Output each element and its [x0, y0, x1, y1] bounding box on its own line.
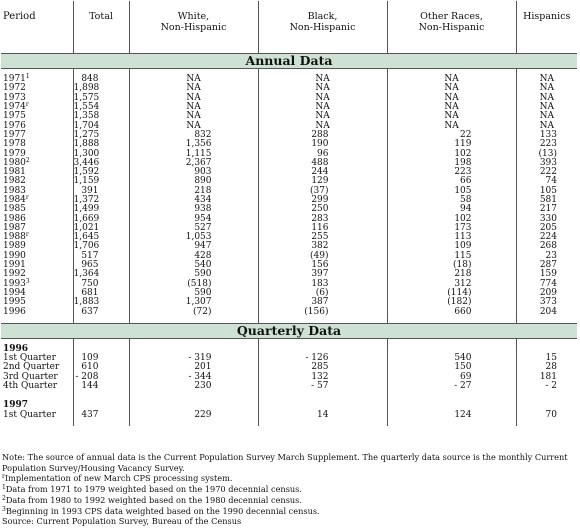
total-cell: 1,499 — [73, 205, 129, 214]
period-label: 1987 — [3, 222, 26, 233]
black-cell: 250 — [258, 205, 387, 214]
total-cell: 1,706 — [73, 242, 129, 251]
table-row — [1, 411, 577, 420]
black-cell: - 57 — [258, 382, 387, 391]
white-cell: 1,115 — [129, 149, 258, 158]
black-cell: NA — [258, 112, 387, 121]
period-label: 1976 — [3, 120, 26, 131]
total-cell: 965 — [73, 261, 129, 270]
hispanic-cell: 224 — [516, 233, 577, 242]
white-cell: 1,307 — [129, 298, 258, 307]
white-cell: 230 — [129, 382, 258, 391]
header-total: Total — [73, 1, 129, 54]
white-cell: 2,367 — [129, 159, 258, 168]
table-row — [1, 307, 577, 316]
footnote-1 — [2, 484, 578, 495]
black-cell: 255 — [258, 233, 387, 242]
spacer-row — [1, 391, 577, 401]
table-body — [1, 54, 577, 426]
period-label: 1979 — [3, 148, 26, 159]
section-title-annual: Annual Data — [1, 54, 577, 69]
footnote-text: Beginning in 1993 CPS data weighted based on the 1990 decennial census. — [5, 505, 320, 516]
hispanic-cell: 330 — [516, 214, 577, 223]
hispanic-cell: 774 — [516, 280, 577, 289]
black-cell: 14 — [258, 411, 387, 420]
black-cell: - 126 — [258, 354, 387, 363]
black-cell: 156 — [258, 261, 387, 270]
footnote-mark: 2 — [2, 494, 6, 502]
other-cell: NA — [387, 121, 516, 130]
period-label: 1983 — [3, 185, 26, 196]
hispanic-cell: 70 — [516, 411, 577, 420]
other-cell: 124 — [387, 411, 516, 420]
header-white — [129, 1, 258, 54]
header-black — [258, 1, 387, 54]
footnote-3 — [2, 506, 578, 517]
black-cell: 288 — [258, 131, 387, 140]
hispanic-cell: 217 — [516, 205, 577, 214]
black-cell: NA — [258, 121, 387, 130]
white-cell: NA — [129, 103, 258, 112]
other-cell: 173 — [387, 224, 516, 233]
white-cell: NA — [129, 112, 258, 121]
total-cell: - 208 — [73, 373, 129, 382]
footnote-mark: 1 — [2, 484, 6, 492]
header-period: Period — [3, 11, 36, 22]
hispanic-cell: NA — [516, 121, 577, 130]
black-cell: 387 — [258, 298, 387, 307]
white-cell: 540 — [129, 261, 258, 270]
other-cell: NA — [387, 84, 516, 93]
black-cell: 397 — [258, 270, 387, 279]
spacer-row — [1, 420, 577, 426]
total-cell: 750 — [73, 280, 129, 289]
period-cell — [1, 307, 73, 316]
period-label: 1992 — [3, 269, 26, 280]
hispanic-cell: 222 — [516, 168, 577, 177]
white-cell: 590 — [129, 289, 258, 298]
hispanic-cell: NA — [516, 94, 577, 103]
black-cell: 283 — [258, 214, 387, 223]
other-cell: 102 — [387, 149, 516, 158]
hispanic-cell: 74 — [516, 177, 577, 186]
period-label: 1st Quarter — [3, 353, 56, 364]
other-cell: 312 — [387, 280, 516, 289]
hispanic-cell: 581 — [516, 196, 577, 205]
section-band-annual — [1, 54, 577, 69]
total-cell: 1,358 — [73, 112, 129, 121]
total-cell: 3,446 — [73, 159, 129, 168]
white-cell: NA — [129, 94, 258, 103]
year-label: 1997 — [3, 400, 29, 411]
other-cell: 109 — [387, 242, 516, 251]
total-cell: 1,021 — [73, 224, 129, 233]
white-cell: 947 — [129, 242, 258, 251]
period-label: 1993 — [3, 278, 26, 289]
period-cell — [1, 411, 73, 420]
other-cell: 66 — [387, 177, 516, 186]
hispanic-cell: 28 — [516, 363, 577, 372]
footnote-mark: 3 — [2, 505, 6, 513]
black-cell: 488 — [258, 159, 387, 168]
footnote-mark: 2 — [25, 156, 30, 164]
white-cell: 590 — [129, 270, 258, 279]
total-cell: 437 — [73, 411, 129, 420]
footnote-mark: r — [25, 194, 29, 201]
hispanic-cell: 393 — [516, 159, 577, 168]
header-other-text: Other Races, Non-Hispanic — [418, 11, 485, 33]
hispanic-cell: 181 — [516, 373, 577, 382]
footnote-text: Data from 1971 to 1979 weighted based on the 1970 decennial census. — [5, 484, 302, 495]
white-cell: NA — [129, 75, 258, 84]
white-cell: 1,053 — [129, 233, 258, 242]
black-cell: (49) — [258, 252, 387, 261]
hispanic-cell: 209 — [516, 289, 577, 298]
white-cell: 1,356 — [129, 140, 258, 149]
total-cell: 1,300 — [73, 149, 129, 158]
household-growth-table — [1, 1, 577, 426]
other-cell: 94 — [387, 205, 516, 214]
period-label: 1988 — [3, 232, 26, 243]
footnote-text: Data from 1980 to 1992 weighted based on the 1980 decennial census. — [5, 494, 302, 505]
black-cell: 116 — [258, 224, 387, 233]
black-cell: NA — [258, 103, 387, 112]
hispanic-cell: 205 — [516, 224, 577, 233]
hispanic-cell: NA — [516, 84, 577, 93]
period-label: 1972 — [3, 83, 26, 94]
hispanic-cell: 105 — [516, 187, 577, 196]
hispanic-cell: NA — [516, 103, 577, 112]
period-label: 1981 — [3, 167, 26, 178]
white-cell: 903 — [129, 168, 258, 177]
white-cell: 527 — [129, 224, 258, 233]
hispanic-cell: 223 — [516, 140, 577, 149]
period-label: 1973 — [3, 92, 26, 103]
white-cell: 890 — [129, 177, 258, 186]
other-cell: 113 — [387, 233, 516, 242]
total-cell: 681 — [73, 289, 129, 298]
other-cell: 102 — [387, 214, 516, 223]
total-cell: 1,888 — [73, 140, 129, 149]
period-label: 3rd Quarter — [3, 371, 58, 382]
black-cell: 129 — [258, 177, 387, 186]
white-cell: 201 — [129, 363, 258, 372]
total-cell: 1,645 — [73, 233, 129, 242]
other-cell: - 27 — [387, 382, 516, 391]
hispanic-cell: 23 — [516, 252, 577, 261]
section-title-quarterly: Quarterly Data — [1, 323, 577, 338]
period-label: 1985 — [3, 204, 26, 215]
other-cell: 58 — [387, 196, 516, 205]
white-cell: 434 — [129, 196, 258, 205]
total-cell: 109 — [73, 354, 129, 363]
footnote-mark: r — [25, 231, 29, 239]
header-row — [1, 1, 577, 54]
other-cell: 115 — [387, 252, 516, 261]
total-cell: 1,592 — [73, 168, 129, 177]
other-cell: (182) — [387, 298, 516, 307]
other-cell: NA — [387, 103, 516, 112]
other-cell: 105 — [387, 187, 516, 196]
white-cell: 832 — [129, 131, 258, 140]
section-band-quarterly — [1, 323, 577, 338]
total-cell: 637 — [73, 307, 129, 316]
total-cell: 1,883 — [73, 298, 129, 307]
period-label: 2nd Quarter — [3, 362, 60, 373]
white-cell: NA — [129, 84, 258, 93]
other-cell: (114) — [387, 289, 516, 298]
black-cell: 244 — [258, 168, 387, 177]
hispanic-cell: 204 — [516, 307, 577, 316]
hispanic-cell: 133 — [516, 131, 577, 140]
footnote-mark: r — [25, 101, 29, 109]
period-label: 1978 — [3, 139, 26, 150]
period-label: 1995 — [3, 297, 26, 308]
other-cell: 69 — [387, 373, 516, 382]
black-cell: 183 — [258, 280, 387, 289]
other-cell: 223 — [387, 168, 516, 177]
period-label: 1971 — [3, 74, 26, 85]
other-cell: NA — [387, 112, 516, 121]
white-cell: 218 — [129, 187, 258, 196]
header-other — [387, 1, 516, 54]
total-cell: 848 — [73, 75, 129, 84]
total-cell: 144 — [73, 382, 129, 391]
period-label: 1991 — [3, 260, 26, 271]
other-cell: (18) — [387, 261, 516, 270]
period-label: 1994 — [3, 287, 26, 298]
total-cell: 1,898 — [73, 84, 129, 93]
total-cell: 1,364 — [73, 270, 129, 279]
white-cell: 938 — [129, 205, 258, 214]
year-label: 1996 — [3, 343, 29, 354]
total-cell: 1,275 — [73, 131, 129, 140]
black-cell: NA — [258, 94, 387, 103]
black-cell: (156) — [258, 307, 387, 316]
period-label: 1975 — [3, 111, 26, 122]
other-cell: 540 — [387, 354, 516, 363]
total-cell: 610 — [73, 363, 129, 372]
other-cell: NA — [387, 75, 516, 84]
header-hispanic: Hispanics — [516, 1, 577, 54]
table-row — [1, 140, 577, 149]
hispanic-cell: NA — [516, 75, 577, 84]
hispanic-cell: 268 — [516, 242, 577, 251]
total-cell: 1,372 — [73, 196, 129, 205]
white-cell: 954 — [129, 214, 258, 223]
black-cell: 299 — [258, 196, 387, 205]
period-label: 4th Quarter — [3, 381, 58, 392]
period-label: 1980 — [3, 157, 26, 168]
total-cell: 1,669 — [73, 214, 129, 223]
black-cell: 132 — [258, 373, 387, 382]
header-black-text: Black, Non-Hispanic — [289, 11, 356, 33]
hispanic-cell: NA — [516, 112, 577, 121]
footnote-mark: r — [2, 473, 5, 481]
period-label: 1982 — [3, 176, 26, 187]
black-cell: NA — [258, 84, 387, 93]
total-cell: 391 — [73, 187, 129, 196]
total-cell: 1,704 — [73, 121, 129, 130]
period-label: 1996 — [3, 306, 26, 317]
hispanic-cell: 159 — [516, 270, 577, 279]
source-line: Source: Current Population Survey, Bureau of the Census — [2, 516, 242, 527]
black-cell: 382 — [258, 242, 387, 251]
total-cell: 517 — [73, 252, 129, 261]
white-cell: (518) — [129, 280, 258, 289]
header-white-text: White, Non-Hispanic — [160, 11, 227, 33]
black-cell: 285 — [258, 363, 387, 372]
other-cell: 198 — [387, 159, 516, 168]
hispanic-cell: - 2 — [516, 382, 577, 391]
footnote-r — [2, 473, 578, 484]
note-source-description: Note: The source of annual data is the Current Population Survey March Supplement. The quarterly data source is the monthly Current Population Survey/Housing Vacancy Survey. — [2, 452, 568, 473]
black-cell: 96 — [258, 149, 387, 158]
period-label: 1986 — [3, 213, 26, 224]
other-cell: 119 — [387, 140, 516, 149]
other-cell: 660 — [387, 307, 516, 316]
period-label: 1984 — [3, 195, 26, 205]
table-row — [1, 382, 577, 391]
footnote-mark: 3 — [25, 277, 30, 285]
period-label: 1990 — [3, 250, 26, 261]
other-cell: 150 — [387, 363, 516, 372]
period-label: 1989 — [3, 241, 26, 252]
other-cell: 218 — [387, 270, 516, 279]
total-cell: 1,575 — [73, 94, 129, 103]
notes-block — [1, 452, 578, 527]
period-cell — [1, 382, 73, 391]
footnote-text: Implementation of new March CPS processing system. — [4, 473, 233, 484]
other-cell: NA — [387, 94, 516, 103]
white-cell: NA — [129, 121, 258, 130]
black-cell: 190 — [258, 140, 387, 149]
other-cell: 22 — [387, 131, 516, 140]
hispanic-cell: 15 — [516, 354, 577, 363]
white-cell: - 344 — [129, 373, 258, 382]
white-cell: 428 — [129, 252, 258, 261]
period-label: 1974 — [3, 102, 26, 113]
hispanic-cell: 287 — [516, 261, 577, 270]
period-label: 1977 — [3, 129, 26, 140]
total-cell: 1,159 — [73, 177, 129, 186]
white-cell: (72) — [129, 307, 258, 316]
hispanic-cell: (13) — [516, 149, 577, 158]
white-cell: 229 — [129, 411, 258, 420]
black-cell: (6) — [258, 289, 387, 298]
hispanic-cell: 373 — [516, 298, 577, 307]
footnote-2 — [2, 495, 578, 506]
black-cell: (37) — [258, 187, 387, 196]
footnote-mark: 1 — [25, 73, 30, 81]
total-cell: 1,554 — [73, 103, 129, 112]
period-label: 1st Quarter — [3, 409, 56, 420]
black-cell: NA — [258, 75, 387, 84]
white-cell: - 319 — [129, 354, 258, 363]
